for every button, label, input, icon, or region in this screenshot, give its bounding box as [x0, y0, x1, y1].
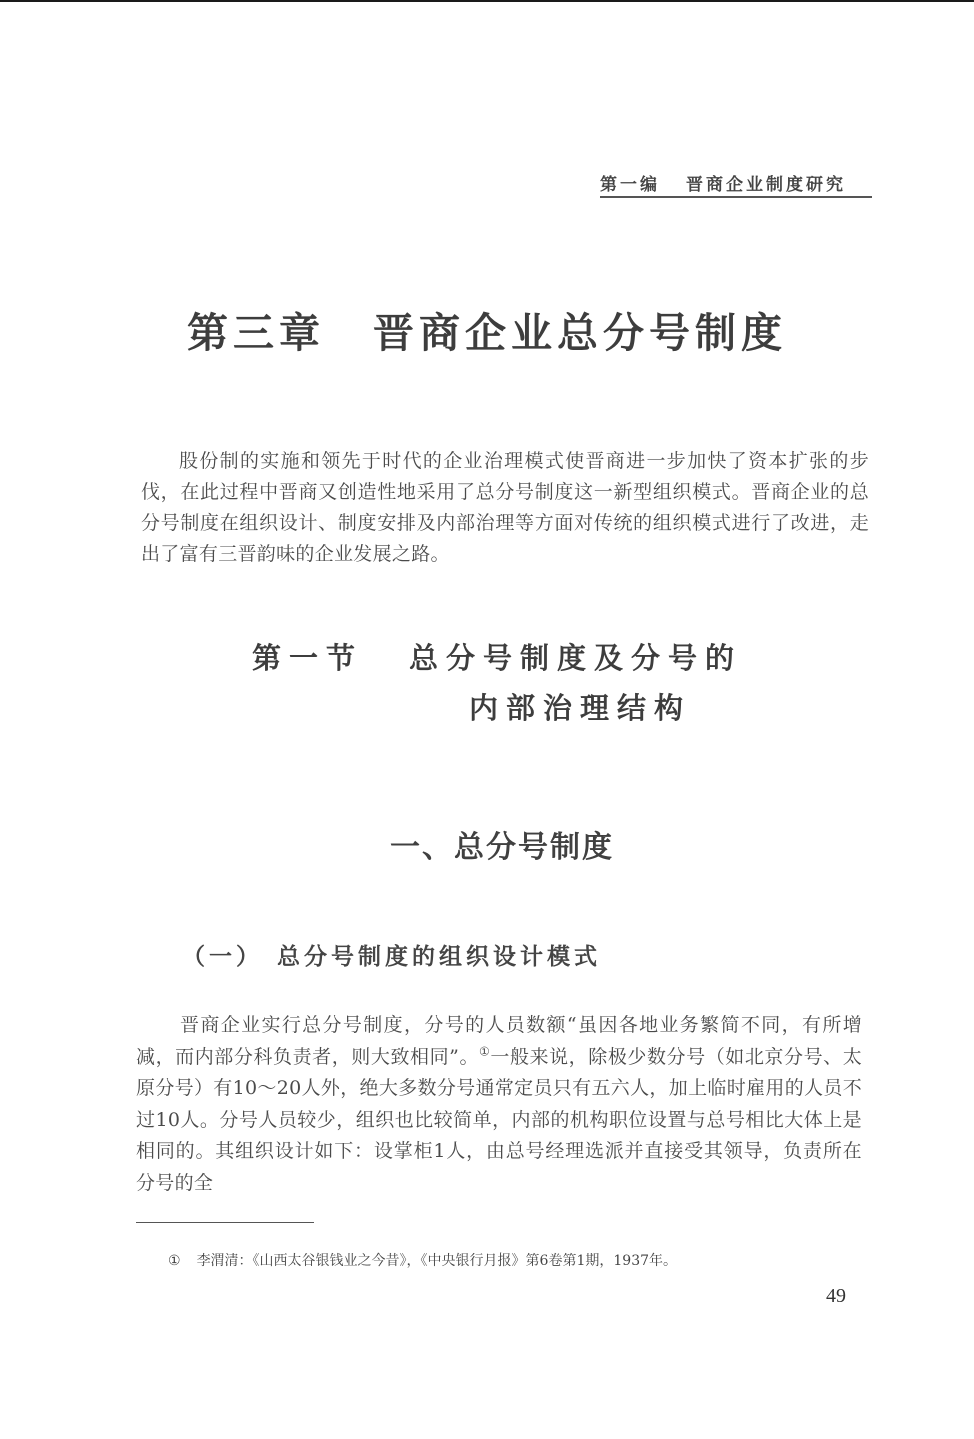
chapter-number: 第三章 — [187, 309, 325, 357]
footnote-reference[interactable]: ① — [479, 1044, 491, 1059]
chapter-title — [0, 300, 974, 359]
running-head-part: 第一编 — [600, 175, 660, 195]
footnote-separator — [136, 1222, 314, 1223]
running-head-underline — [600, 196, 872, 198]
subsubsection-number: （一） — [182, 944, 263, 970]
chapter-name: 晋商企业总分号制度 — [373, 309, 787, 357]
section-title-line2: 内部治理结构 — [469, 691, 692, 725]
body-text-before-note: 晋商企业实行总分号制度，分号的人员数额“虽因各地业务繁简不同，有所增减，而内部分科负责者，则大致相同”。 — [136, 1014, 862, 1068]
page-number: 49 — [826, 1285, 846, 1307]
running-head — [600, 170, 872, 195]
section-number: 第一节 — [252, 641, 364, 675]
section-title — [252, 636, 742, 677]
footnote — [168, 1250, 868, 1270]
section-title-line1: 总分号制度及分号的 — [409, 641, 743, 675]
subsubsection-heading — [182, 938, 601, 971]
body-paragraph — [136, 1010, 862, 1199]
top-border-rule — [0, 0, 974, 2]
body-text-after-note: 一般来说，除极少数分号（如北京分号、太原分号）有10～20人外，绝大多数分号通常定员只有五六人，加上临时雇用的人员不过10人。分号人员较少，组织也比较简单，内部的机构职位设置与总号相比大体上是相同的。其组织设计如下：设掌柜1人，由总号经理选派并直接受其领导，负责所在分号的全 — [136, 1045, 863, 1194]
subsubsection-title: 总分号制度的组织设计模式 — [277, 944, 601, 970]
intro-paragraph: 股份制的实施和领先于时代的企业治理模式使晋商进一步加快了资本扩张的步伐，在此过程中晋商又创造性地采用了总分号制度这一新型组织模式。晋商企业的总分号制度在组织设计、制度安排及内部治理等方面对传统的组织模式进行了改进，走出了富有三晋韵味的企业发展之路。 — [141, 450, 869, 565]
footnote-text: 李渭清：《山西太谷银钱业之今昔》，《中央银行月报》第6卷第1期，1937年。 — [196, 1253, 678, 1269]
running-head-title: 晋商企业制度研究 — [686, 175, 846, 195]
subsection-heading: 一、总分号制度 — [390, 830, 614, 865]
footnote-mark: ① — [168, 1253, 181, 1269]
